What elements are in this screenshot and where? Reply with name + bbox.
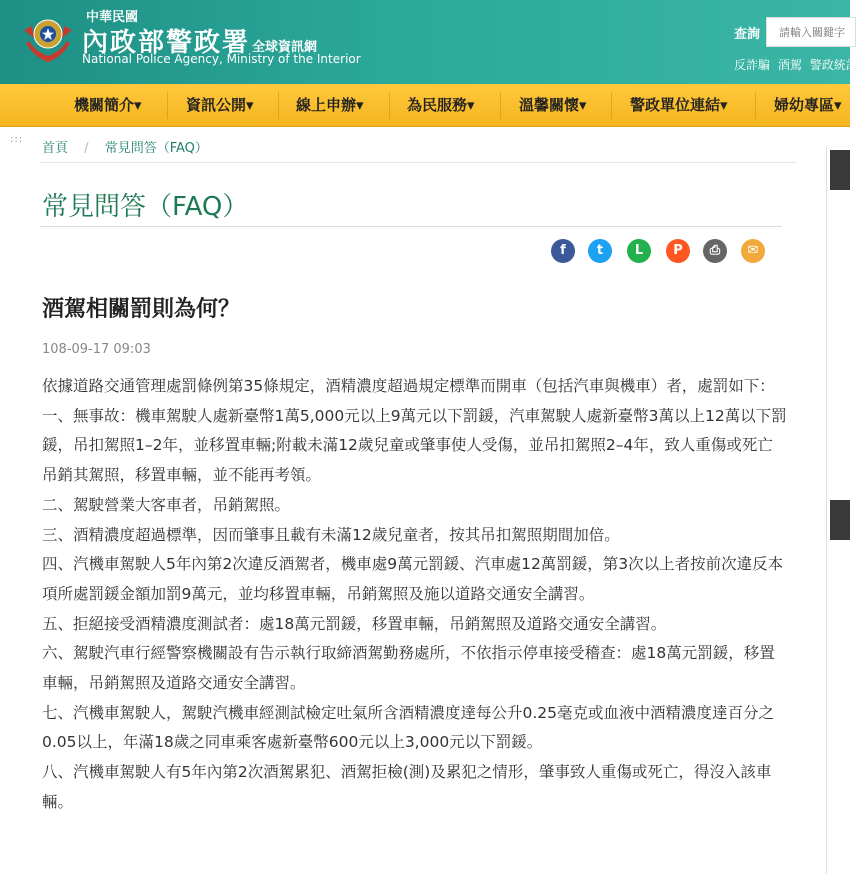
answer-paragraph: 四、汽機車駕駛人5年內第2次違反酒駕者，機車處9萬元罰鍰、汽車處12萬罰鍰，第3次以上者按前次違反本項所處罰鍰金額加罰9萬元，並均移置車輛，吊銷駕照及施以道路交通安全講習。 <box>42 555 784 603</box>
answer-paragraph: 依據道路交通管理處罰條例第35條規定，酒精濃度超過規定標準而開車（包括汽車與機車）者，處罰如下： <box>42 377 775 395</box>
page-title: 常見問答（FAQ） <box>42 192 249 222</box>
nav-divider <box>278 92 279 119</box>
brand-main-title[interactable]: 內政部警政署 <box>82 28 251 58</box>
search-label: 查詢 <box>734 27 761 42</box>
sidebar-edge <box>826 147 827 874</box>
answer-paragraph: 八、汽機車駕駛人有5年內第2次酒駕累犯、酒駕拒檢(測)及累犯之情形，肇事致人重傷或死亡，得沒入該車輛。 <box>42 763 772 811</box>
header-link-anti-fraud[interactable]: 反詐騙 <box>734 58 771 72</box>
breadcrumb-home[interactable]: 首頁 <box>42 141 69 156</box>
nav-divider <box>167 92 168 119</box>
breadcrumb-separator: / <box>84 141 89 156</box>
header-link-drunk-driving[interactable]: 酒駕 <box>777 58 802 72</box>
site-header <box>0 0 858 84</box>
divider <box>40 162 797 163</box>
nav-divider <box>500 92 501 119</box>
nav-item-online-service[interactable]: 線上申辦▾ <box>296 96 364 114</box>
answer-paragraph: 七、汽機車駕駛人，駕駛汽機車經測試檢定吐氣所含酒精濃度達每公升0.25毫克或血液中酒精濃度達百分之0.05以上，年滿18歲之同車乘客處新臺幣600元以上3,000元以下罰鍰。 <box>42 703 775 752</box>
question-title: 酒駕相關罰則為何？ <box>42 297 241 322</box>
nav-divider <box>389 92 390 119</box>
header-quick-links <box>734 56 862 73</box>
breadcrumb <box>42 137 208 156</box>
nav-item-care[interactable]: 溫馨關懷▾ <box>519 96 587 114</box>
sidebar-panel-header[interactable] <box>830 500 850 540</box>
sidebar-panel-header[interactable] <box>830 150 850 190</box>
publish-date: 108-09-17 09:03 <box>42 342 151 357</box>
nav-divider <box>755 92 756 119</box>
nav-item-info-disclosure[interactable]: 資訊公開▾ <box>186 96 254 114</box>
answer-paragraph: 六、駕駛汽車行經警察機關設有告示執行取締酒駕勤務處所，不依指示停車接受稽查：處18萬元罰鍰，移置車輛，吊銷駕照及道路交通安全講習。 <box>42 644 775 693</box>
facebook-icon[interactable]: f <box>551 239 575 263</box>
answer-paragraph: 二、駕駛營業大客車者，吊銷駕照。 <box>42 495 291 514</box>
brand-english: National Police Agency, Ministry of the Interior <box>82 52 361 66</box>
nav-item-public-service[interactable]: 為民服務▾ <box>407 96 475 114</box>
header-link-statistics[interactable]: 警政統計 <box>809 58 858 72</box>
email-icon[interactable]: ✉ <box>741 239 765 263</box>
answer-content <box>42 372 787 818</box>
police-emblem-icon[interactable] <box>22 12 74 68</box>
brand-small: 中華民國 <box>86 10 139 25</box>
nav-item-police-units[interactable]: 警政單位連結▾ <box>630 96 728 114</box>
twitter-icon[interactable]: t <box>588 239 612 263</box>
search-input[interactable] <box>766 17 856 47</box>
plurk-icon[interactable]: P <box>666 239 690 263</box>
answer-paragraph: 一、無事故：機車駕駛人處新臺幣1萬5,000元以上9萬元以下罰鍰，汽車駕駛人處新臺幣3萬以上12萬以下罰鍰，吊扣駕照1–2年，並移置車輛;附載未滿12歲兒童或肇事使人受傷，並吊扣駕照2–4年，致人重傷或死亡吊銷其駕照，移置車輛，並不能再考領。 <box>42 406 787 485</box>
nav-item-women-children[interactable]: 婦幼專區▾ <box>774 96 842 114</box>
brand-subtitle: 全球資訊網 <box>252 40 318 55</box>
answer-paragraph: 五、拒絕接受酒精濃度測試者：處18萬元罰鍰，移置車輛，吊銷駕照及道路交通安全講習。 <box>42 614 667 633</box>
breadcrumb-current[interactable]: 常見問答（FAQ） <box>104 141 208 156</box>
nav-divider <box>611 92 612 119</box>
divider <box>40 226 782 227</box>
main-nav <box>0 84 850 127</box>
answer-paragraph: 三、酒精濃度超過標準，因而肇事且載有未滿12歲兒童者，按其吊扣駕照期間加倍。 <box>42 525 620 544</box>
line-icon[interactable]: L <box>627 239 651 263</box>
print-icon[interactable]: ⎙ <box>703 239 727 263</box>
accesskey-marker[interactable]: ::: <box>10 134 24 145</box>
nav-item-about[interactable]: 機關簡介▾ <box>74 96 142 114</box>
